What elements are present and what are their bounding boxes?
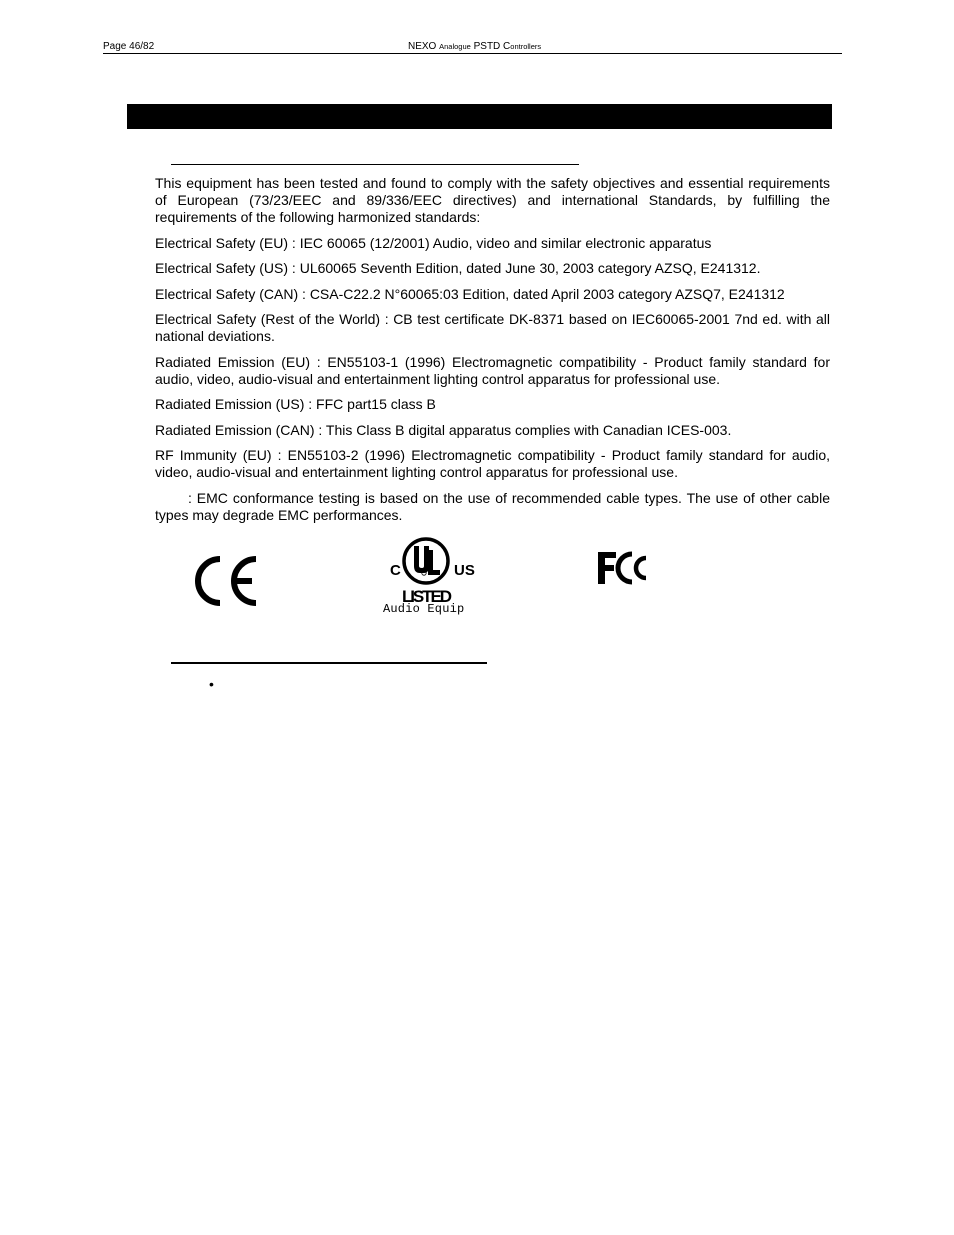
ul-caption: Audio Equip	[383, 602, 465, 616]
svg-text:US: US	[454, 562, 475, 579]
document-title: NEXO Analogue PSTD Controllers	[408, 41, 542, 52]
standard-item: RF Immunity (EU) : EN55103-2 (1996) Electromagnetic compatibility - Product family standard for audio, video, audio-visual and entertainment lighting control apparatus for professional use.	[155, 447, 830, 480]
compliance-text	[155, 175, 830, 532]
fcc-logo	[596, 550, 650, 586]
svg-text:C: C	[390, 562, 401, 579]
standard-item: Radiated Emission (EU) : EN55103-1 (1996) Electromagnetic compatibility - Product family standard for audio, video, audio-visual and entertainment lighting control apparatus for professional use.	[155, 353, 830, 387]
intro-paragraph: This equipment has been tested and found to comply with the safety objectives and essential requirements of European (73/23/EEC and 89/336/EEC directives) and international Standards, by fulfilling the requirements of the following harmonized standards:	[155, 175, 830, 225]
bullet-point: •	[209, 676, 214, 692]
subsection-rule	[171, 662, 487, 664]
page-header	[103, 41, 842, 54]
standard-item: Electrical Safety (EU) : IEC 60065 (12/2001) Audio, video and similar electronic apparatus	[155, 234, 712, 251]
subsection-rule	[171, 164, 579, 165]
standard-item: Radiated Emission (CAN) : This Class B digital apparatus complies with Canadian ICES-003.	[155, 421, 732, 438]
standard-item: Radiated Emission (US) : FFC part15 class B	[155, 396, 436, 412]
ce-mark-logo	[194, 556, 260, 606]
svg-text:LISTED: LISTED	[402, 587, 452, 606]
emc-note: : EMC conformance testing is based on the use of recommended cable types. The use of other cable types may degrade EMC performances.	[155, 489, 830, 523]
page-number: Page 46/82	[103, 41, 155, 52]
standard-item: Electrical Safety (US) : UL60065 Seventh Edition, dated June 30, 2003 category AZSQ, E241312.	[155, 260, 761, 276]
standard-item: Electrical Safety (Rest of the World) : CB test certificate DK-8371 based on IEC60065-2001 7nd ed. with all national deviations.	[155, 311, 830, 344]
section-title-bar	[127, 104, 832, 129]
standard-item: Electrical Safety (CAN) : CSA-C22.2 N°60065:03 Edition, dated April 2003 category AZSQ7, E241312	[155, 285, 785, 302]
